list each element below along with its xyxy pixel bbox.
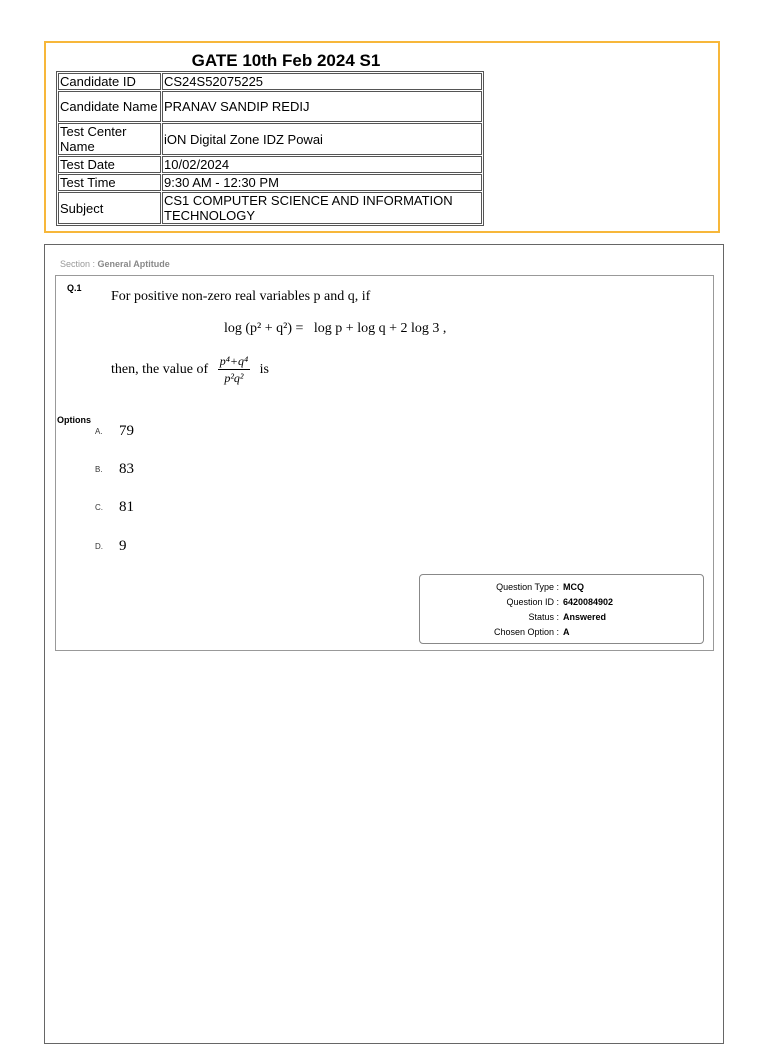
table-row bbox=[58, 91, 482, 122]
question-ask bbox=[111, 354, 269, 386]
row-value: CS24S52075225 bbox=[162, 73, 482, 90]
option-value-d: 9 bbox=[119, 538, 127, 554]
row-label: Test Center Name bbox=[58, 123, 161, 155]
meta-value: Answered bbox=[563, 612, 607, 622]
row-label: Candidate Name bbox=[58, 91, 161, 122]
meta-value: MCQ bbox=[563, 582, 584, 592]
option-letter-c: C. bbox=[95, 503, 103, 512]
option-value-b: 83 bbox=[119, 461, 134, 477]
option-value-a: 79 bbox=[119, 423, 134, 439]
option-letter-b: B. bbox=[95, 465, 103, 474]
question-equation bbox=[224, 321, 446, 337]
meta-value: A bbox=[563, 627, 570, 637]
question-statement: For positive non-zero real variables p and q, if bbox=[111, 289, 371, 304]
question-panel bbox=[55, 275, 714, 651]
option-letter-a: A. bbox=[95, 427, 103, 436]
row-label: Test Date bbox=[58, 156, 161, 173]
table-row bbox=[58, 192, 482, 224]
question-meta-panel bbox=[419, 574, 704, 644]
equation-lhs: log (p² + q²) = bbox=[224, 321, 304, 336]
section-name: General Aptitude bbox=[97, 259, 170, 269]
then-text: then, the value of bbox=[111, 362, 209, 378]
table-row bbox=[58, 174, 482, 191]
equation-rhs: log p + log q + 2 log 3 , bbox=[313, 321, 447, 336]
table-row bbox=[58, 73, 482, 90]
fraction bbox=[218, 354, 250, 386]
options-label: Options bbox=[57, 415, 91, 425]
is-text: is bbox=[259, 362, 269, 378]
row-value: 10/02/2024 bbox=[162, 156, 482, 173]
question-number: Q.1 bbox=[67, 283, 82, 293]
meta-key: Status : bbox=[528, 612, 559, 622]
section-label bbox=[60, 259, 170, 269]
fraction-denominator: p²q² bbox=[224, 371, 244, 385]
row-label: Subject bbox=[58, 192, 161, 224]
meta-value: 6420084902 bbox=[563, 597, 614, 607]
option-letter-d: D. bbox=[95, 542, 103, 551]
row-value: iON Digital Zone IDZ Powai bbox=[162, 123, 482, 155]
candidate-header bbox=[44, 41, 720, 233]
response-sheet bbox=[44, 244, 724, 1044]
section-prefix: Section : bbox=[60, 259, 96, 269]
candidate-info-table bbox=[56, 71, 484, 226]
option-value-c: 81 bbox=[119, 499, 134, 515]
row-value: PRANAV SANDIP REDIJ bbox=[162, 91, 482, 122]
row-value: 9:30 AM - 12:30 PM bbox=[162, 174, 482, 191]
row-value: CS1 COMPUTER SCIENCE AND INFORMATION TECHNOLOGY bbox=[162, 192, 482, 224]
meta-key: Chosen Option : bbox=[493, 627, 559, 637]
table-row bbox=[58, 156, 482, 173]
fraction-numerator: p⁴+q⁴ bbox=[219, 354, 249, 368]
exam-title: GATE 10th Feb 2024 S1 bbox=[191, 51, 381, 70]
table-row bbox=[58, 123, 482, 155]
row-label: Test Time bbox=[58, 174, 161, 191]
row-label: Candidate ID bbox=[58, 73, 161, 90]
meta-key: Question ID : bbox=[506, 597, 559, 607]
meta-key: Question Type : bbox=[496, 582, 559, 592]
